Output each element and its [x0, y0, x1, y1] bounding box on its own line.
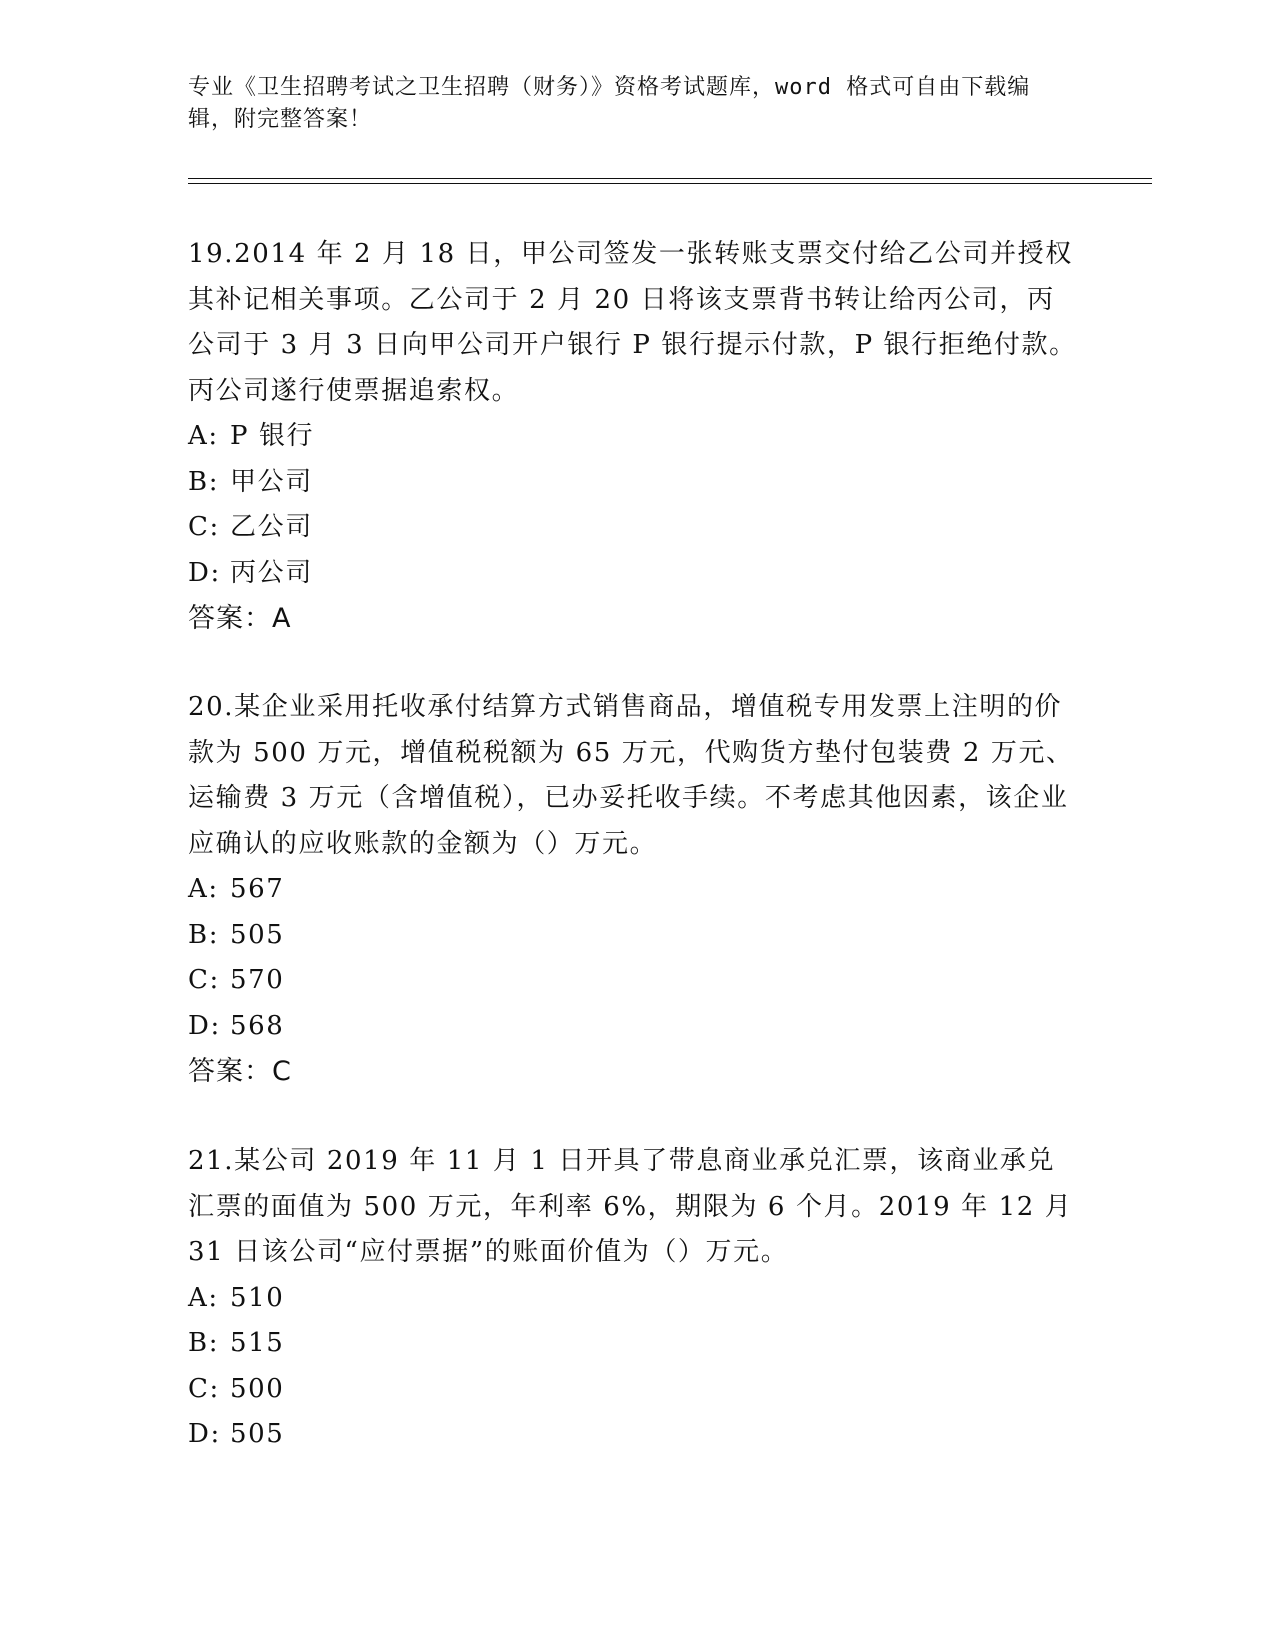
option-text: 510 — [230, 1282, 285, 1313]
option-key: D: — [188, 1419, 221, 1449]
option-key: A: — [188, 874, 219, 904]
header-divider-bottom — [188, 183, 1152, 184]
option-text: 乙公司 — [230, 512, 313, 542]
answer-label: 答案：C — [188, 1056, 292, 1087]
option-a — [188, 1276, 1078, 1322]
option-text: 505 — [230, 1419, 285, 1449]
option-a — [188, 867, 1078, 913]
question-stem: 20.某企业采用托收承付结算方式销售商品，增值税专用发票上注明的价款为 500 万元，增值税税额为 65 万元，代购货方垫付包装费 2 万元、运输费 3 万元（含增值税），已办妥托收手续。不考虑其他因素，该企业应确认的应收账款的金额为（）万元。 — [188, 692, 1074, 859]
option-text: P 银行 — [230, 421, 315, 451]
option-text: 500 — [230, 1373, 285, 1404]
option-key: B: — [188, 466, 220, 497]
option-key: C: — [188, 1373, 220, 1404]
option-key: A: — [188, 421, 219, 451]
option-text: 甲公司 — [230, 466, 313, 497]
option-c — [188, 1367, 1078, 1413]
option-key: C: — [188, 965, 220, 995]
option-c — [188, 958, 1078, 1004]
option-key: C: — [188, 512, 220, 542]
option-text: 570 — [230, 965, 285, 995]
header-divider-top — [188, 178, 1152, 179]
option-d — [188, 1004, 1078, 1050]
option-text: 568 — [230, 1010, 285, 1041]
question-19 — [188, 232, 1078, 642]
answer-label: 答案：A — [188, 603, 292, 634]
option-text: 515 — [230, 1328, 285, 1358]
option-text: 567 — [230, 874, 285, 904]
option-text: 505 — [230, 919, 285, 950]
option-text: 丙公司 — [230, 557, 313, 588]
option-c — [188, 505, 1078, 551]
option-a — [188, 414, 1078, 460]
option-key: D: — [188, 1010, 221, 1041]
option-key: B: — [188, 1328, 220, 1358]
option-b — [188, 460, 1078, 506]
option-key: D: — [188, 557, 221, 588]
option-key: B: — [188, 919, 220, 950]
document-header: 专业《卫生招聘考试之卫生招聘（财务）》资格考试题库，word 格式可自由下载编辑，附完整答案！ — [188, 75, 1031, 132]
option-b — [188, 913, 1078, 959]
question-20 — [188, 685, 1078, 1095]
option-key: A: — [188, 1282, 219, 1313]
question-stem: 21.某公司 2019 年 11 月 1 日开具了带息商业承兑汇票，该商业承兑汇票的面值为 500 万元，年利率 6%，期限为 6 个月。2019 年 12 月 31 日该公司“应付票据”的账面价值为（）万元。 — [188, 1146, 1073, 1267]
option-d — [188, 551, 1078, 597]
option-b — [188, 1321, 1078, 1367]
question-stem: 19.2014 年 2 月 18 日，甲公司签发一张转账支票交付给乙公司并授权其补记相关事项。乙公司于 2 月 20 日将该支票背书转让给丙公司，丙公司于 3 月 3 日向甲公司开户银行 P 银行提示付款，P 银行拒绝付款。丙公司遂行使票据追索权。 — [188, 239, 1077, 406]
question-21 — [188, 1139, 1078, 1458]
option-d — [188, 1412, 1078, 1458]
